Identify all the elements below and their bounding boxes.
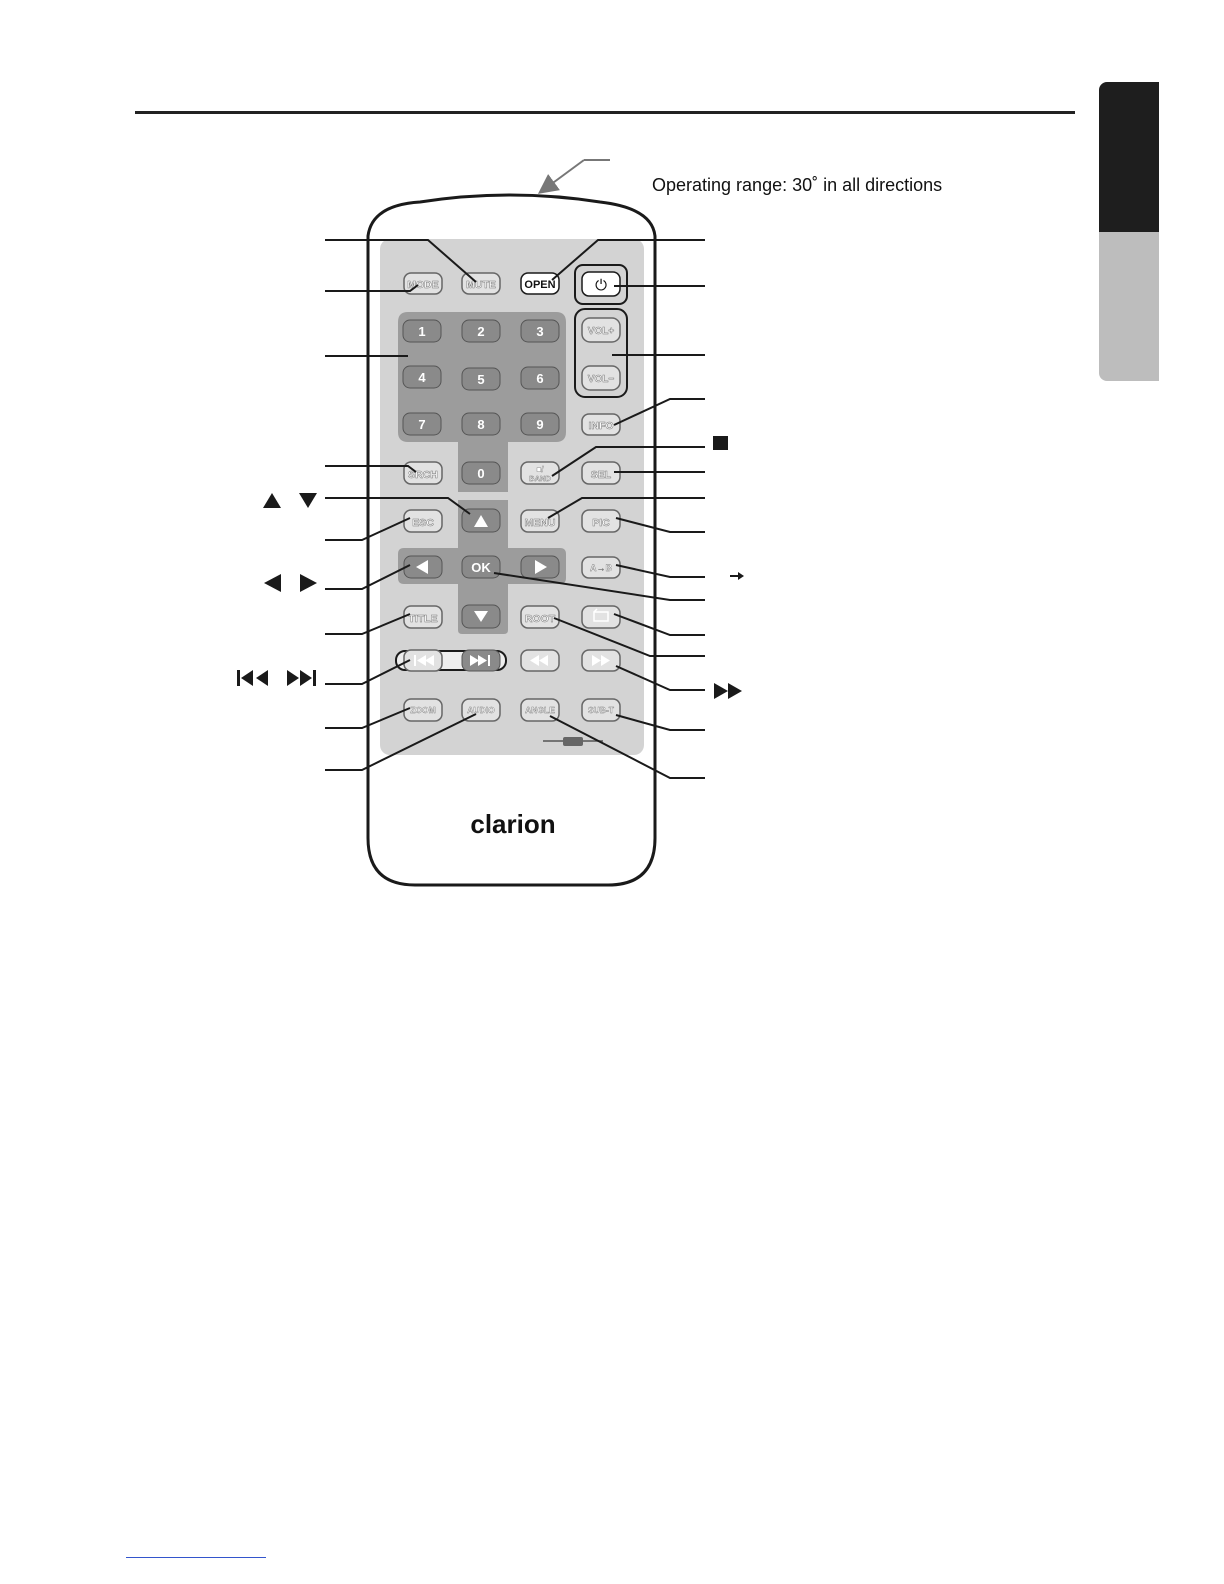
- skip-forward-button[interactable]: [462, 650, 500, 671]
- menu-button[interactable]: [521, 510, 559, 532]
- number-3-button[interactable]: [521, 320, 559, 342]
- number-4-button[interactable]: [403, 366, 441, 388]
- up-triangle-icon: [263, 493, 281, 508]
- number-8-button[interactable]: [462, 413, 500, 435]
- number-9-button[interactable]: [521, 413, 559, 435]
- number-6-button[interactable]: [521, 367, 559, 389]
- info-label: INFO: [588, 420, 614, 432]
- stop-band-button[interactable]: [521, 462, 559, 484]
- audio-label: AUDIO: [467, 705, 495, 715]
- subtitle-label: SUB-T: [588, 705, 614, 715]
- root-button[interactable]: [521, 606, 559, 628]
- brand-logo: clarion: [470, 809, 556, 839]
- a-b-repeat-label: A→B: [590, 563, 612, 573]
- title-label: TITLE: [408, 613, 438, 625]
- footer-link-underline: [126, 1557, 266, 1558]
- volume-down-button[interactable]: [582, 366, 620, 390]
- search-label: SRCH: [408, 469, 438, 481]
- number-1-button[interactable]: [403, 320, 441, 342]
- mute-button[interactable]: [462, 273, 500, 294]
- volume-up-button[interactable]: [582, 318, 620, 342]
- number-3-label: 3: [536, 324, 544, 339]
- ok-label: OK: [471, 560, 491, 575]
- right-triangle-icon: [300, 574, 317, 592]
- down-arrow-button[interactable]: [462, 605, 500, 628]
- ok-button[interactable]: [462, 556, 500, 578]
- select-label: SEL: [590, 469, 612, 481]
- number-0-button[interactable]: [462, 462, 500, 484]
- fast-forward-button[interactable]: [582, 650, 620, 671]
- escape-label: ESC: [412, 517, 434, 529]
- mute-label: MUTE: [466, 279, 496, 291]
- menu-label: MENU: [524, 517, 556, 529]
- right-arrow-button[interactable]: [521, 556, 559, 578]
- previous-track-icon: [237, 670, 268, 686]
- a-b-repeat-button[interactable]: [582, 557, 620, 578]
- picture-button[interactable]: [582, 510, 620, 532]
- search-button[interactable]: [404, 462, 442, 484]
- subtitle-button[interactable]: [582, 699, 620, 721]
- number-2-button[interactable]: [462, 320, 500, 342]
- down-triangle-icon: [299, 493, 317, 508]
- fast-forward-label-icon: [714, 683, 742, 699]
- number-5-button[interactable]: [462, 368, 500, 390]
- root-label: ROOT: [524, 613, 556, 625]
- repeat-button[interactable]: [582, 606, 620, 628]
- number-7-label: 7: [418, 417, 426, 432]
- open-label: OPEN: [524, 279, 556, 291]
- rewind-button[interactable]: [521, 650, 559, 671]
- stop-band-label-bottom: BAND: [529, 474, 551, 483]
- number-2-label: 2: [477, 324, 485, 339]
- number-4-label: 4: [418, 370, 426, 385]
- zoom-label: ZOOM: [410, 705, 436, 715]
- number-7-button[interactable]: [403, 413, 441, 435]
- volume-up-label: VOL+: [587, 326, 615, 337]
- next-track-icon: [287, 670, 316, 686]
- number-6-label: 6: [536, 371, 544, 386]
- number-9-label: 9: [536, 417, 544, 432]
- open-button[interactable]: [521, 273, 559, 294]
- number-0-label: 0: [477, 466, 485, 481]
- title-button[interactable]: [404, 606, 442, 628]
- escape-button[interactable]: [404, 510, 442, 532]
- mode-label: MODE: [407, 279, 439, 291]
- volume-down-label: VOL−: [587, 374, 615, 385]
- power-icon: ⏻: [595, 276, 607, 294]
- operating-range-label: Operating range: 30˚ in all directions: [652, 175, 943, 195]
- number-5-label: 5: [477, 372, 485, 387]
- picture-label: PIC: [592, 517, 610, 529]
- power-button[interactable]: [582, 272, 620, 296]
- angle-label: ANGLE: [525, 705, 555, 715]
- stop-square-icon: [713, 436, 728, 450]
- ir-signal-arrow: [546, 160, 610, 188]
- number-8-label: 8: [477, 417, 485, 432]
- left-arrow-button[interactable]: [404, 556, 442, 578]
- stop-band-label-top: ■/: [536, 465, 544, 474]
- zoom-button[interactable]: [404, 699, 442, 721]
- left-triangle-icon: [264, 574, 281, 592]
- number-1-label: 1: [418, 324, 426, 339]
- a-to-b-arrow-icon: [730, 572, 744, 580]
